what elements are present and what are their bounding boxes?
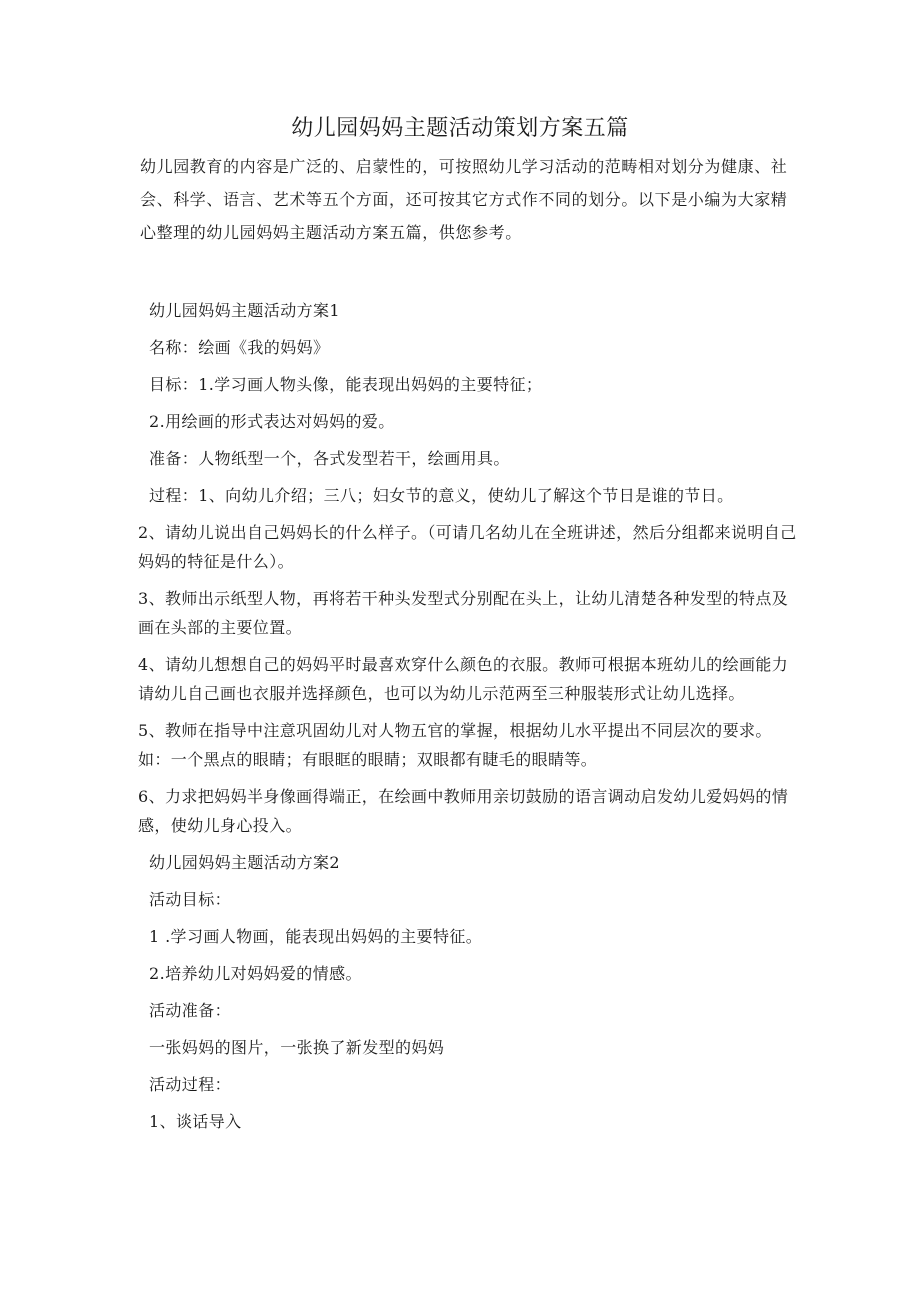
plan2-heading: 幼儿园妈妈主题活动方案2 [149, 853, 340, 872]
plan1-step3: 3、教师出示纸型人物，再将若干种头发型式分别配在头上，让幼儿清楚各种发型的特点及画在头部的主要位置。 [138, 589, 789, 637]
plan2-step1: 1、谈话导入 [149, 1112, 242, 1131]
plan1-goal2: 2.用绘画的形式表达对妈妈的爱。 [149, 412, 395, 431]
plan1-step5: 5、教师在指导中注意巩固幼儿对人物五官的掌握，根据幼儿水平提出不同层次的要求。如：一个黑点的眼睛；有眼眶的眼睛；双眼都有睫毛的眼睛等。 [138, 721, 772, 769]
plan1-prep: 准备：人物纸型一个，各式发型若干，绘画用具。 [149, 449, 510, 468]
plan1-step2: 2、请幼儿说出自己妈妈长的什么样子。（可请几名幼儿在全班讲述，然后分组都来说明自己妈妈的特征是什么）。 [138, 523, 797, 571]
plan2-prep-label: 活动准备： [149, 1001, 232, 1020]
plan1-goal1: 目标：1.学习画人物头像，能表现出妈妈的主要特征； [149, 375, 543, 394]
intro-paragraph: 幼儿园教育的内容是广泛的、启蒙性的，可按照幼儿学习活动的范畴相对划分为健康、社会、科学、语言、艺术等五个方面，还可按其它方式作不同的划分。以下是小编为大家精心整理的幼儿园妈妈主题活动方案五篇，供您参考。 [140, 157, 788, 242]
document-title: 幼儿园妈妈主题活动策划方案五篇 [291, 116, 629, 141]
plan2-goal1: 1 .学习画人物画，能表现出妈妈的主要特征。 [149, 927, 483, 946]
plan1-heading: 幼儿园妈妈主题活动方案1 [149, 301, 340, 320]
document-body [138, 296, 798, 1136]
plan1-name: 名称：绘画《我的妈妈》 [149, 338, 330, 357]
plan1-process1: 过程：1、向幼儿介绍；三八；妇女节的意义，使幼儿了解这个节日是谁的节日。 [149, 486, 734, 505]
plan2-prep: 一张妈妈的图片，一张换了新发型的妈妈 [149, 1038, 445, 1057]
plan2-process-label: 活动过程： [149, 1075, 232, 1094]
plan2-goals-label: 活动目标： [149, 890, 232, 909]
plan1-step6: 6、力求把妈妈半身像画得端正，在绘画中教师用亲切鼓励的语言调动启发幼儿爱妈妈的情感，使幼儿身心投入。 [138, 787, 789, 835]
plan1-step4: 4、请幼儿想想自己的妈妈平时最喜欢穿什么颜色的衣服。教师可根据本班幼儿的绘画能力请幼儿自己画也衣服并选择颜色，也可以为幼儿示范两至三种服装形式让幼儿选择。 [138, 655, 789, 703]
plan2-goal2: 2.培养幼儿对妈妈爱的情感。 [149, 964, 362, 983]
